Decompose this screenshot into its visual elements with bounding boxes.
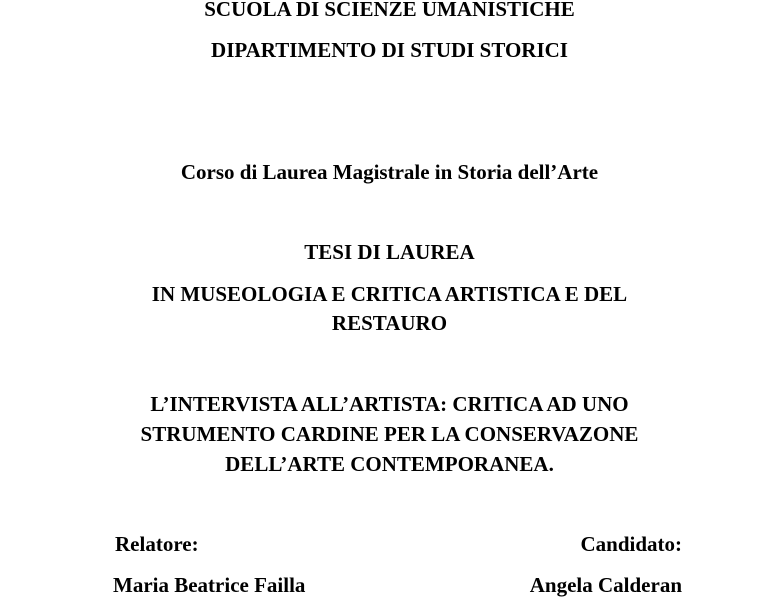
course-name: Corso di Laurea Magistrale in Storia dell’Arte [180, 160, 599, 184]
thesis-title-line: STRUMENTO CARDINE PER LA CONSERVAZONE [140, 422, 639, 446]
candidato-label: Candidato: [580, 532, 682, 556]
thesis-label: TESI DI LAUREA [304, 240, 475, 264]
thesis-title-line: L’INTERVISTA ALL’ARTISTA: CRITICA AD UNO [150, 392, 629, 416]
department-name: DIPARTIMENTO DI STUDI STORICI [211, 38, 568, 62]
candidato-name: Angela Calderan [529, 573, 682, 597]
thesis-subject-line: IN MUSEOLOGIA E CRITICA ARTISTICA E DEL [151, 282, 628, 306]
thesis-title-line: DELL’ARTE CONTEMPORANEA. [225, 452, 554, 476]
school-name: SCUOLA DI SCIENZE UMANISTICHE [204, 0, 575, 21]
relatore-label: Relatore: [115, 532, 199, 556]
thesis-subject-line: RESTAURO [331, 311, 448, 335]
relatore-name: Maria Beatrice Failla [113, 573, 306, 597]
